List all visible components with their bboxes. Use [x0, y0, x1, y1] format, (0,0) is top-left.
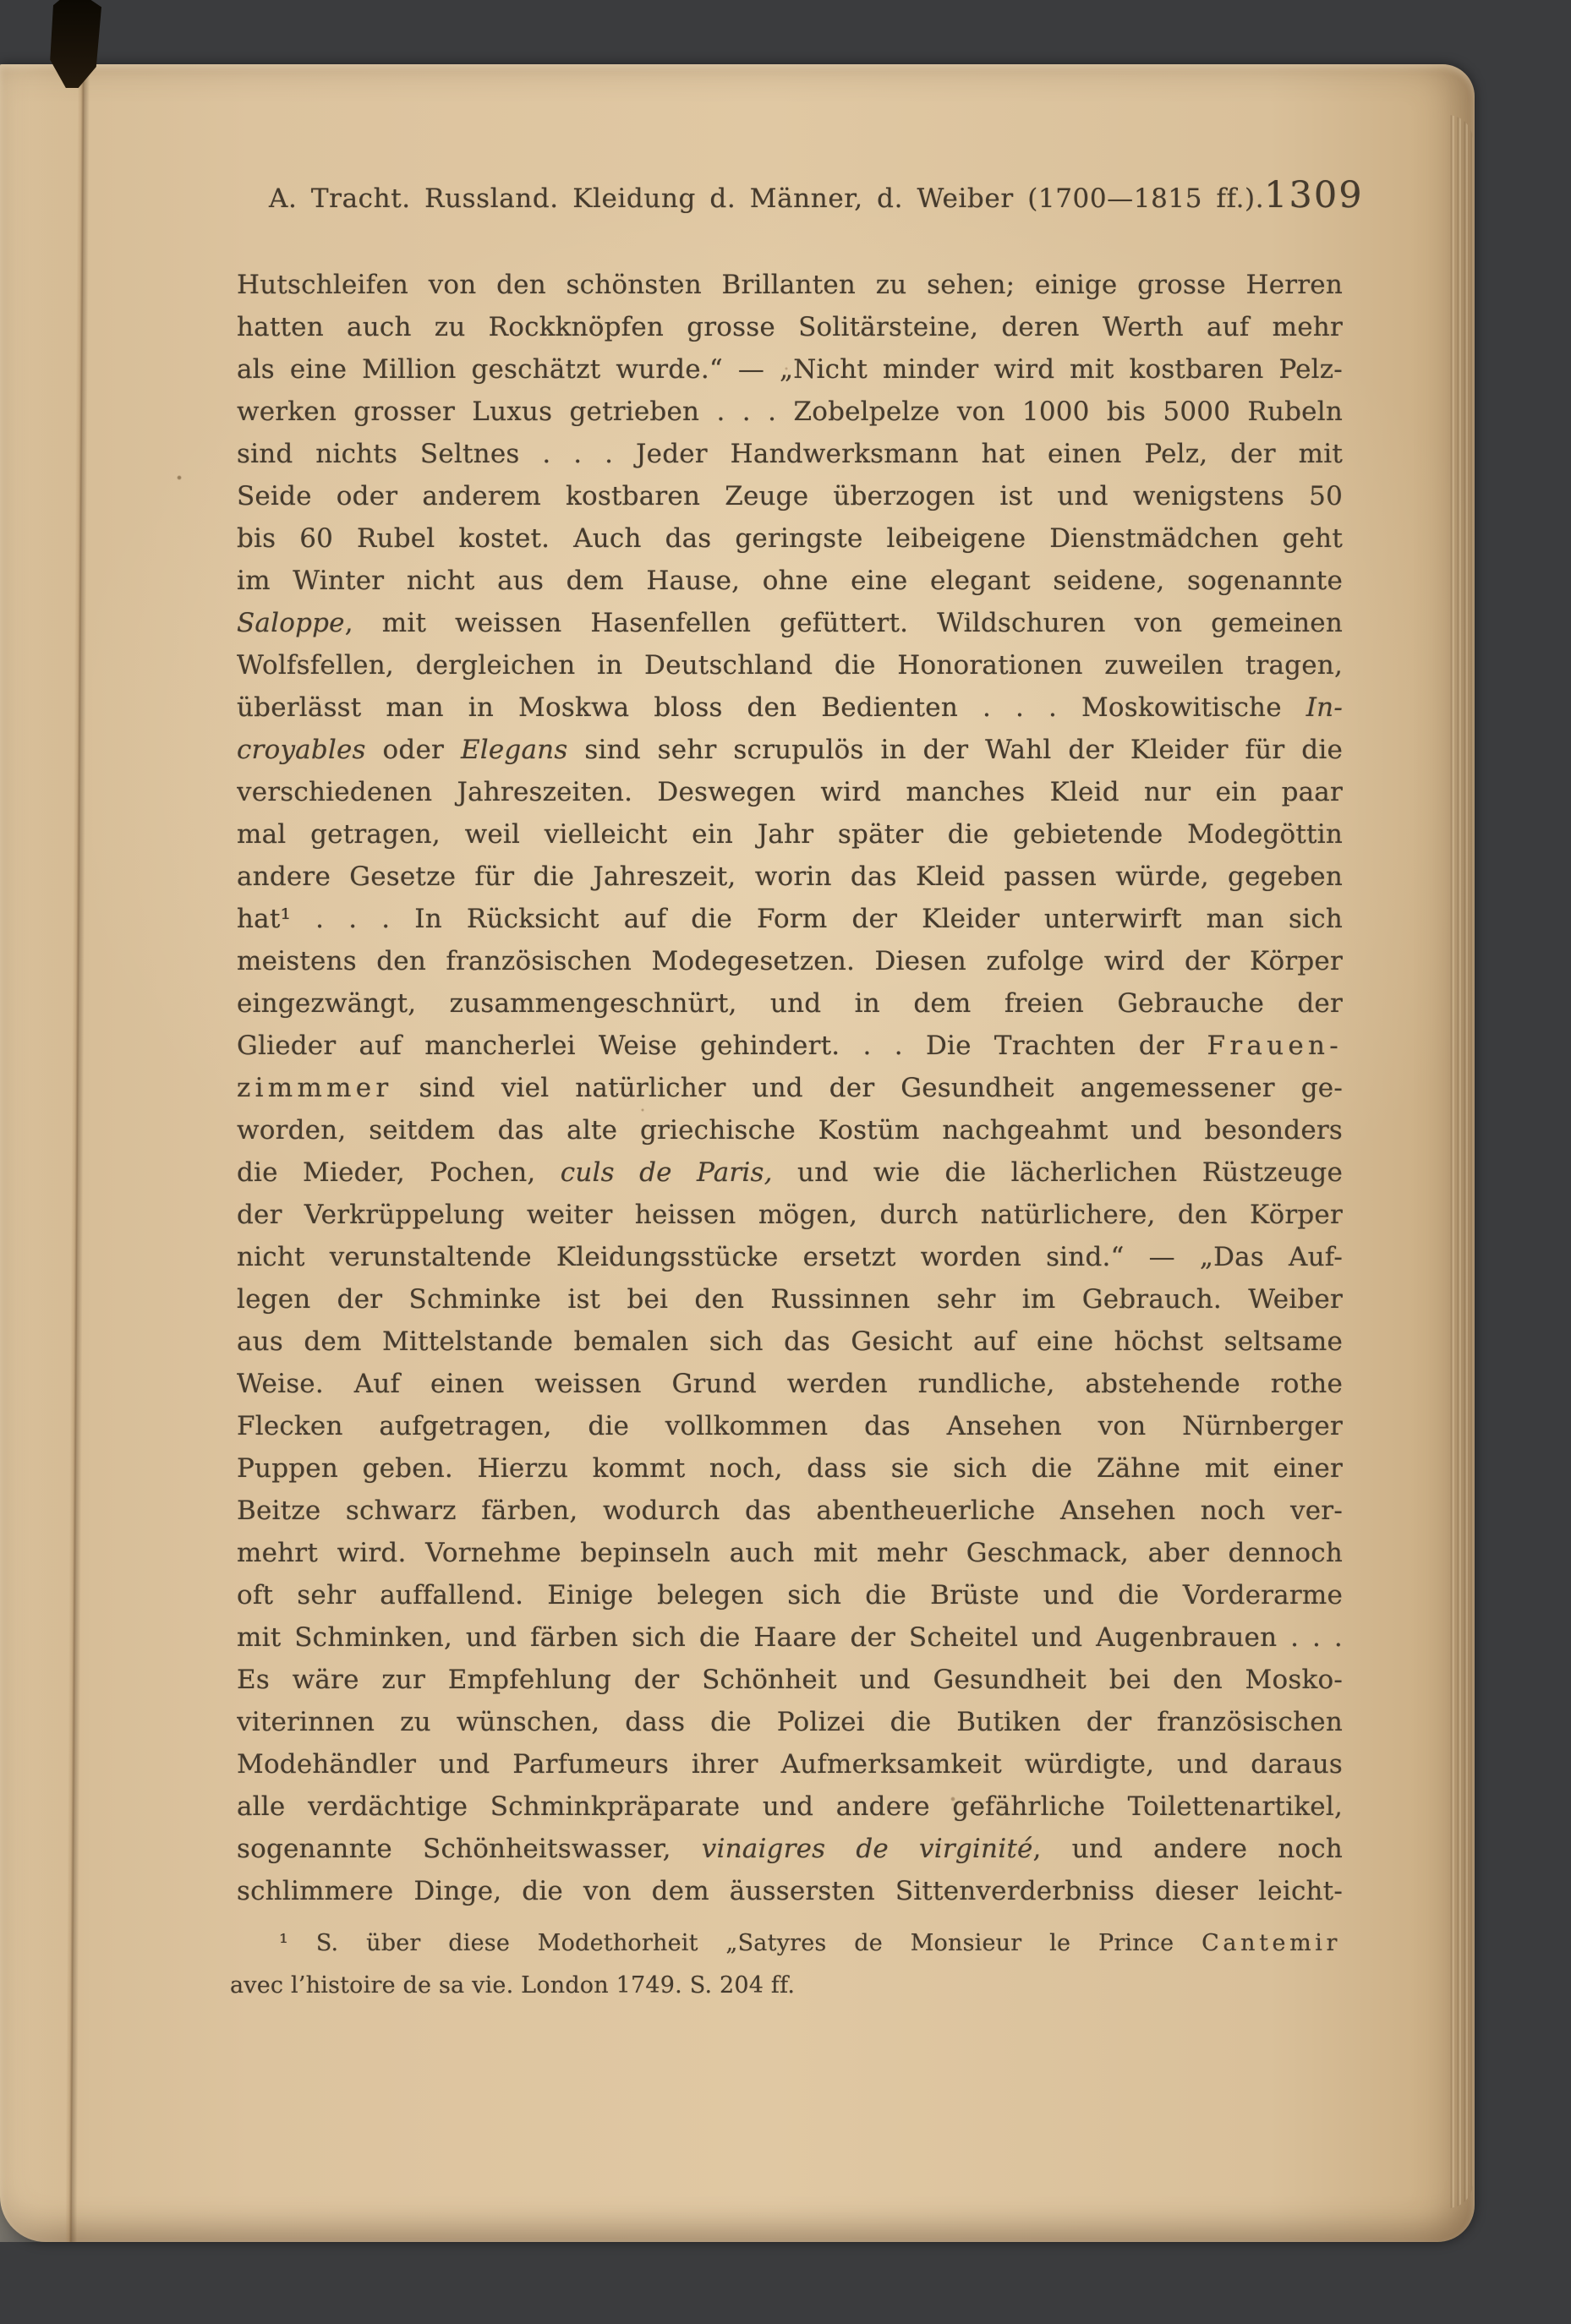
text-line: [237, 1067, 1343, 1109]
italic-text-segment: Saloppe: [237, 608, 345, 638]
text-segment: Es wäre zur Empfehlung der Schönheit und Gesundheit bei den Mosko-: [237, 1665, 1343, 1695]
text-line: [237, 1447, 1343, 1490]
text-line: [237, 1405, 1343, 1447]
text-line: [237, 1278, 1343, 1321]
text-segment: schlimmere Dinge, die von dem äussersten Sittenverderbniss dieser leicht-: [237, 1876, 1343, 1906]
text-line: [237, 1363, 1343, 1405]
text-line: [237, 1659, 1343, 1701]
text-segment: oder: [365, 735, 461, 765]
text-line: [237, 644, 1343, 686]
text-line: [237, 1236, 1343, 1278]
text-segment: Puppen geben. Hierzu kommt noch, dass sie sich die Zähne mit einer: [237, 1453, 1343, 1484]
text-line: [237, 517, 1343, 560]
text-line: [237, 560, 1343, 602]
italic-text-segment: vinaigres de virginité: [701, 1834, 1033, 1864]
text-segment: und wie die lächerlichen Rüstzeuge: [772, 1157, 1343, 1188]
text-segment: überlässt man in Moskwa bloss den Bedienten . . . Moskowitische: [237, 692, 1306, 723]
text-segment: als eine Million geschätzt wurde.“ — „Nicht minder wird mit kostbaren Pelz-: [237, 354, 1343, 385]
text-segment: avec l’histoire de sa vie. London 1749. S. 204 ff.: [230, 1972, 796, 1999]
text-line: [237, 898, 1343, 940]
text-line: [237, 391, 1343, 433]
text-line: [237, 433, 1343, 475]
book-page: [0, 64, 1475, 2242]
text-segment: viterinnen zu wünschen, dass die Polizei die Butiken der französischen: [237, 1707, 1343, 1737]
text-line: [237, 348, 1343, 391]
text-line: [237, 940, 1343, 982]
text-segment: verschiedenen Jahreszeiten. Deswegen wird manches Kleid nur ein paar: [237, 777, 1343, 807]
text-segment: Flecken aufgetragen, die vollkommen das Ansehen von Nürnberger: [237, 1411, 1343, 1441]
text-line: [237, 1109, 1343, 1151]
text-segment: meistens den französischen Modegesetzen. Diesen zufolge wird der Körper: [237, 946, 1343, 976]
text-segment: eingezwängt, zusammengeschnürt, und in dem freien Gebrauche der: [237, 988, 1343, 1019]
page-stack-edges: [1448, 115, 1473, 2208]
text-segment: nicht verunstaltende Kleidungsstücke ersetzt worden sind.“ — „Das Auf-: [237, 1242, 1343, 1272]
italic-text-segment: Elegans: [460, 735, 568, 765]
text-segment: aus dem Mittelstande bemalen sich das Gesicht auf eine höchst seltsame: [237, 1326, 1343, 1357]
text-segment: Weise. Auf einen weissen Grund werden rundliche, abstehende rothe: [237, 1369, 1343, 1399]
text-segment: Wolfsfellen, dergleichen in Deutschland die Honorationen zuweilen tragen,: [237, 650, 1343, 681]
text-line: [237, 813, 1343, 856]
text-segment: die Mieder, Pochen,: [237, 1157, 561, 1188]
text-line: [230, 1965, 1341, 2007]
text-line: [237, 1701, 1343, 1743]
italic-text-segment: croyables: [237, 735, 366, 765]
text-line: [237, 1321, 1343, 1363]
letterspaced-text-segment: Frauen-: [1207, 1031, 1343, 1061]
italic-text-segment: culs de Paris,: [560, 1157, 773, 1188]
text-segment: sogenannte Schönheitswasser,: [237, 1834, 702, 1864]
text-segment: andere Gesetze für die Jahreszeit, worin das Kleid passen würde, gegeben: [237, 861, 1343, 892]
text-line: [237, 686, 1343, 729]
text-line: [237, 306, 1343, 348]
text-segment: sind sehr scrupulös in der Wahl der Kleider für die: [567, 735, 1343, 765]
text-segment: werken grosser Luxus getrieben . . . Zobelpelze von 1000 bis 5000 Rubeln: [237, 396, 1343, 427]
text-line: [237, 1785, 1343, 1828]
text-line: [230, 1922, 1341, 1965]
body-text: [237, 264, 1343, 1912]
text-line: [237, 729, 1343, 771]
text-segment: hatten auch zu Rockknöpfen grosse Solitärsteine, deren Werth auf mehr: [237, 312, 1343, 342]
text-segment: im Winter nicht aus dem Hause, ohne eine elegant seidene, sogenannte: [237, 566, 1343, 596]
text-line: [237, 1828, 1343, 1870]
text-line: [237, 771, 1343, 813]
text-line: [237, 1616, 1343, 1659]
text-segment: bis 60 Rubel kostet. Auch das geringste leibeigene Dienstmädchen geht: [237, 523, 1343, 554]
page-number: 1309: [1264, 174, 1364, 216]
text-line: [237, 982, 1343, 1025]
text-segment: mal getragen, weil vielleicht ein Jahr später die gebietende Modegöttin: [237, 819, 1343, 850]
text-segment: Seide oder anderem kostbaren Zeuge überzogen ist und wenigstens 50: [237, 481, 1343, 511]
text-segment: Modehändler und Parfumeurs ihrer Aufmerksamkeit würdigte, und daraus: [237, 1749, 1343, 1780]
text-segment: Hutschleifen von den schönsten Brillanten zu sehen; einige grosse Herren: [237, 270, 1343, 300]
text-line: [237, 1025, 1343, 1067]
text-line: [237, 1574, 1343, 1616]
text-segment: mit Schminken, und färben sich die Haare der Scheitel und Augenbrauen . . .: [237, 1622, 1343, 1653]
text-segment: Glieder auf mancherlei Weise gehindert. . . Die Trachten der: [237, 1031, 1207, 1061]
text-segment: sind viel natürlicher und der Gesundheit angemessener ge-: [392, 1073, 1343, 1103]
letterspaced-text-segment: Cantemir: [1202, 1930, 1341, 1956]
text-line: [237, 856, 1343, 898]
text-line: [237, 1532, 1343, 1574]
footnote: [230, 1922, 1341, 2007]
text-segment: , mit weissen Hasenfellen gefüttert. Wildschuren von gemeinen: [344, 608, 1343, 638]
text-segment: Beitze schwarz färben, wodurch das abentheuerliche Ansehen noch ver-: [237, 1496, 1343, 1526]
text-line: [237, 1870, 1343, 1912]
italic-text-segment: In-: [1306, 692, 1343, 723]
text-line: [237, 1490, 1343, 1532]
text-segment: hat¹ . . . In Rücksicht auf die Form der Kleider unterwirft man sich: [237, 904, 1343, 934]
text-line: [237, 1743, 1343, 1785]
gutter-highlight: [0, 64, 76, 2242]
text-line: [237, 602, 1343, 644]
text-line: [237, 1194, 1343, 1236]
text-segment: alle verdächtige Schminkpräparate und andere gefährliche Toilettenartikel,: [237, 1791, 1343, 1822]
letterspaced-text-segment: zimmmer: [237, 1073, 393, 1103]
text-segment: der Verkrüppelung weiter heissen mögen, durch natürlichere, den Körper: [237, 1200, 1343, 1230]
text-line: [237, 264, 1343, 306]
running-header-title: A. Tracht. Russland. Kleidung d. Männer, d. Weiber (1700—1815 ff.).: [269, 183, 1265, 214]
text-segment: mehrt wird. Vornehme bepinseln auch mit mehr Geschmack, aber dennoch: [237, 1538, 1343, 1568]
text-segment: oft sehr auffallend. Einige belegen sich die Brüste und die Vorderarme: [237, 1580, 1343, 1610]
text-segment: ¹ S. über diese Modethorheit „Satyres de Monsieur le Prince: [279, 1930, 1202, 1956]
running-header: [269, 174, 1364, 216]
text-segment: , und andere noch: [1032, 1834, 1343, 1864]
text-segment: worden, seitdem das alte griechische Kostüm nachgeahmt und besonders: [237, 1115, 1343, 1146]
text-line: [237, 1151, 1343, 1194]
text-line: [237, 475, 1343, 517]
text-segment: legen der Schminke ist bei den Russinnen sehr im Gebrauch. Weiber: [237, 1284, 1343, 1315]
text-segment: sind nichts Seltnes . . . Jeder Handwerksmann hat einen Pelz, der mit: [237, 439, 1343, 469]
